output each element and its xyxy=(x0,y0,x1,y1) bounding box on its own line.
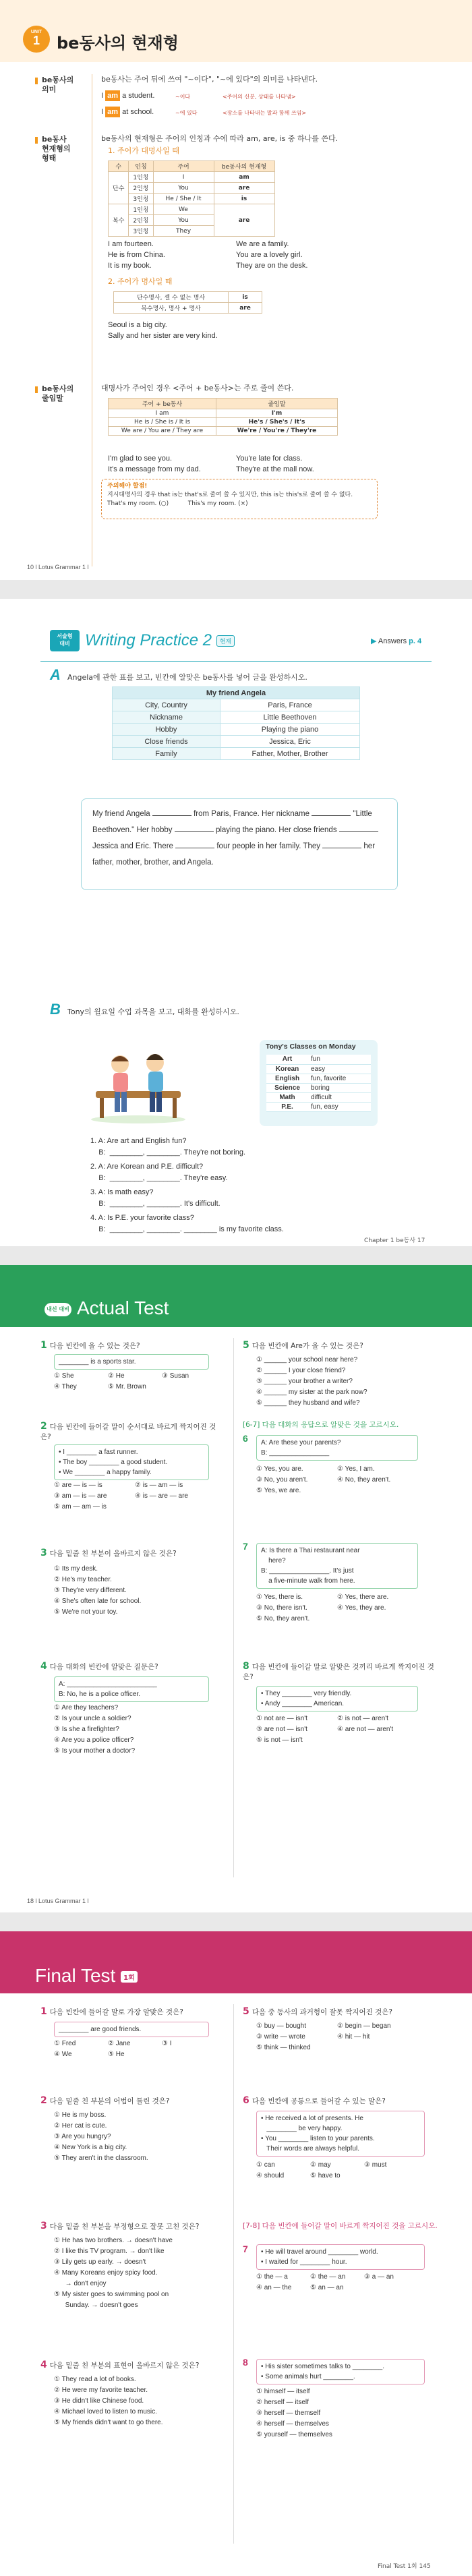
q6-opt-3[interactable]: ③ No, you aren't. xyxy=(256,1476,308,1484)
q4-opt-5[interactable]: ⑤ Is your mother a doctor? xyxy=(54,1747,136,1755)
q7-opt-2[interactable]: ② Yes, there are. xyxy=(337,1593,389,1601)
final-q3-opt-5-cont: Sunday. → doesn't goes xyxy=(54,2302,138,2309)
pronoun-be-table: 수 인칭 주어 be동사의 현재형 단수 1인칭 I am 2인칭 You are 3인칭 He / She / It is 복수 1인칭 We are 2인칭 You 3인칭 They xyxy=(108,160,275,237)
final-question-5: 5 다음 중 동사의 과거형이 잘못 짝지어진 것은? xyxy=(243,2006,392,2017)
final-q6-opt-2[interactable]: ② may xyxy=(310,2161,331,2169)
q5-opt-2[interactable]: ② ______ I your close friend? xyxy=(256,1367,346,1374)
actual-test-tag: 내신 대비 xyxy=(45,1303,71,1316)
page-gap xyxy=(0,1246,472,1265)
final-question-1: 1 다음 빈칸에 들어갈 말로 가장 알맞은 것은? xyxy=(40,2006,183,2017)
final-q3-opt-5[interactable]: ⑤ My sister goes to swimming pool on xyxy=(54,2291,169,2298)
final-q5-opt-2[interactable]: ② begin — began xyxy=(337,2022,391,2030)
final-q5-opt-4[interactable]: ④ hit — hit xyxy=(337,2033,370,2041)
final-q4-opt-2[interactable]: ② He were my favorite teacher. xyxy=(54,2387,148,2394)
q1-opt-1[interactable]: ① She xyxy=(54,1372,74,1380)
unit-number: 1 xyxy=(32,34,40,47)
q2-opt-2[interactable]: ② is — am — is xyxy=(135,1482,183,1489)
question-6: 6 xyxy=(243,1433,248,1444)
s1-example-1-meaning: ~이다 xyxy=(175,94,191,100)
column-divider xyxy=(233,1338,234,1877)
dialogue-4: 4. A: Is P.E. your favorite class? B: ________, ________. ________ is my favorite class. xyxy=(90,1214,284,1233)
tony-classes-table: Art fun Korean easy English fun, favorite Science boring Math difficult P.E. fun, easy xyxy=(266,1055,371,1112)
blank-input[interactable] xyxy=(322,840,361,848)
q1-box: ________ is a sports star. xyxy=(54,1354,209,1370)
q8-opt-4[interactable]: ④ are not — aren't xyxy=(337,1726,394,1733)
page-footer-10: 10 l Lotus Grammar 1 l xyxy=(27,564,89,570)
s1-example-1-note: <주어의 신분, 상태를 나타냄> xyxy=(223,94,296,100)
final-q7-opt-5[interactable]: ⑤ an — an xyxy=(310,2284,344,2291)
q4-opt-3[interactable]: ③ Is she a firefighter? xyxy=(54,1726,119,1733)
final-q6-opt-4[interactable]: ④ should xyxy=(256,2172,285,2179)
q5-opt-3[interactable]: ③ ______ your brother a writer? xyxy=(256,1378,353,1385)
page-actual-test xyxy=(0,1265,472,1912)
q1-opt-5[interactable]: ⑤ Mr. Brown xyxy=(108,1383,146,1391)
s2-sub1: 1. 주어가 대명사일 때 xyxy=(108,146,179,155)
final-q8-opt-3[interactable]: ③ herself — themself xyxy=(256,2409,321,2417)
page-footer-18: 18 l Lotus Grammar 1 l xyxy=(27,1898,89,1904)
final-q7-opt-4[interactable]: ④ an — the xyxy=(256,2284,292,2291)
caution-note: 주의해야 할점! 지시대명사의 경우 that is는 that's로 줄여 쓸 수 있지만, this is는 this's로 줄여 쓸 수 없다. That's my room. (○) This's my room. (×) xyxy=(101,479,378,519)
s2-desc: be동사의 현재형은 주어의 인칭과 수에 따라 am, are, is 중 하나를 쓴다. xyxy=(101,134,338,143)
noun-be-table: 단수명사, 셀 수 없는 명사 is 복수명사, 명사 + 명사 are xyxy=(113,291,262,314)
q4-box: A: ________________________ B: No, he is a police officer. xyxy=(54,1676,209,1702)
dialogue-3: 3. A: Is math easy? B: ________, ________. It's difficult. xyxy=(90,1188,220,1208)
unit-title: be동사의 현재형 xyxy=(57,34,179,53)
question-6-7-instructions: [6-7] 다음 대화의 응답으로 알맞은 것을 고르시오. xyxy=(243,1421,399,1429)
s1-example-2-note: <장소를 나타내는 말과 함께 쓰임> xyxy=(223,110,307,116)
kids-bench-illustration xyxy=(88,1044,189,1125)
final-test-title: Final Test 1회 xyxy=(35,1965,138,1987)
question-8: 8 다음 빈칸에 들어갈 말로 알맞은 것끼리 바르게 짝지어진 것은? xyxy=(243,1661,434,1681)
angela-table: My friend Angela City, Country Paris, France Nickname Little Beethoven Hobby Playing the piano Close friends Jessica, Eric Family Father, Mother, Brother xyxy=(112,686,360,760)
s1-desc: be동사는 주어 뒤에 쓰여 "~이다", "~에 있다"의 의미를 나타낸다. xyxy=(101,75,318,84)
blank-input[interactable] xyxy=(175,840,214,848)
q7-opt-4[interactable]: ④ Yes, they are. xyxy=(337,1604,386,1612)
blank-input[interactable] xyxy=(312,808,351,816)
q8-opt-5[interactable]: ⑤ is not — isn't xyxy=(256,1736,303,1744)
dialogue-2: 2. A: Are Korean and P.E. difficult? B: ________, ________. They're easy. xyxy=(90,1163,228,1182)
q6-opt-4[interactable]: ④ No, they aren't. xyxy=(337,1476,391,1484)
final-q8-box: • His sister sometimes talks to ________. • Some animals hurt ________. xyxy=(256,2359,425,2384)
q6-opt-5[interactable]: ⑤ Yes, we are. xyxy=(256,1487,301,1494)
final-q3-opt-3[interactable]: ③ Lily gets up early. → doesn't xyxy=(54,2258,146,2266)
final-q7-opt-1[interactable]: ① the — a xyxy=(256,2273,288,2281)
q3-opt-5[interactable]: ⑤ We're not your toy. xyxy=(54,1608,118,1616)
question-5: 5 다음 빈칸에 Are가 올 수 있는 것은? xyxy=(243,1340,363,1351)
s2-examples-right: We are a family. You are a lovely girl. They are on the desk. xyxy=(236,240,308,270)
blank-input[interactable] xyxy=(339,824,378,832)
s3-examples-left: I'm glad to see you. It's a message from my dad. xyxy=(108,455,201,473)
q6-box: A: Are these your parents? B: ________________ xyxy=(256,1435,418,1461)
actual-test-header xyxy=(0,1265,472,1327)
q3-opt-1[interactable]: ① Its my desk. xyxy=(54,1565,98,1573)
final-q1-box: ________ are good friends. xyxy=(54,2022,209,2037)
q7-opt-5[interactable]: ⑤ No, they aren't. xyxy=(256,1615,310,1622)
final-q2-opt-5[interactable]: ⑤ They aren't in the classroom. xyxy=(54,2155,148,2162)
final-question-2: 2 다음 밑줄 친 부분의 어법이 틀린 것은? xyxy=(40,2095,170,2106)
s3-examples-right: You're late for class. They're at the mall now. xyxy=(236,455,314,473)
section-label-contraction: be동사의 줄임말 xyxy=(42,384,74,403)
final-q2-opt-1[interactable]: ① He is my boss. xyxy=(54,2111,107,2119)
s1-example-1: I am a student. xyxy=(101,92,155,100)
q2-box: • I ________ a fast runner. • The boy ________ a good student. • We ________ a happy family. xyxy=(54,1444,209,1480)
q6-opt-1[interactable]: ① Yes, you are. xyxy=(256,1465,303,1473)
q8-box: • They ________ very friendly. • Andy ________ American. xyxy=(256,1686,418,1711)
question-4: 4 다음 대화의 빈칸에 알맞은 질문은? xyxy=(40,1661,158,1672)
final-q6-opt-5[interactable]: ⑤ have to xyxy=(310,2172,341,2179)
final-q1-opt-1[interactable]: ① Fred xyxy=(54,2040,76,2047)
tony-classes-title: Tony's Classes on Monday xyxy=(266,1043,356,1051)
q5-opt-4[interactable]: ④ ______ my sister at the park now? xyxy=(256,1388,367,1396)
final-q3-opt-1[interactable]: ① He has two brothers. → doesn't have xyxy=(54,2237,173,2244)
final-q8-opt-5[interactable]: ⑤ yourself — themselves xyxy=(256,2431,332,2438)
contraction-table: 주어 + be동사 줄임말 I am I'm He is / She is / It is He's / She's / It's We are / You are / They are We're / You're / They're xyxy=(108,398,338,436)
actual-test-title: Actual Test xyxy=(77,1297,169,1318)
section-b-letter: B xyxy=(50,1001,61,1018)
final-q7-opt-2[interactable]: ② the — an xyxy=(310,2273,346,2281)
final-q2-opt-4[interactable]: ④ New York is a big city. xyxy=(54,2144,127,2151)
section-a-letter: A xyxy=(50,666,61,683)
final-q5-opt-1[interactable]: ① buy — bought xyxy=(256,2022,307,2030)
final-question-6: 6 다음 빈칸에 공통으로 들어갈 수 있는 말은? xyxy=(243,2095,386,2106)
final-question-3: 3 다음 밑줄 친 부분을 부정형으로 잘못 고친 것은? xyxy=(40,2221,200,2231)
final-q1-opt-4[interactable]: ④ We xyxy=(54,2051,72,2058)
q1-opt-2[interactable]: ② He xyxy=(108,1372,125,1380)
final-q2-opt-2[interactable]: ② Her cat is cute. xyxy=(54,2122,107,2130)
q2-opt-1[interactable]: ① are — is — is xyxy=(54,1482,102,1489)
final-q6-box: • He received a lot of presents. He ________ be very happy. • You ________ listen to your parents. Their words are always helpful. xyxy=(256,2111,425,2157)
page-writing-practice-2 xyxy=(0,599,472,1246)
final-q3-opt-4-cont: → don't enjoy xyxy=(54,2280,107,2287)
question-1: 1 다음 빈칸에 올 수 있는 것은? xyxy=(40,1340,140,1351)
q3-opt-2[interactable]: ② He's my teacher. xyxy=(54,1576,112,1583)
final-q2-opt-3[interactable]: ③ Are you hungry? xyxy=(54,2133,111,2140)
s2-examples-left: I am fourteen. He is from China. It is my book. xyxy=(108,240,165,270)
writing-title: Writing Practice 2 현재 xyxy=(85,631,235,650)
q4-opt-2[interactable]: ② Is your uncle a soldier? xyxy=(54,1715,131,1722)
page-footer-145: Final Test 1회 145 xyxy=(378,2563,431,2570)
q3-opt-3[interactable]: ③ They're very different. xyxy=(54,1587,127,1594)
column-divider xyxy=(233,2004,234,2544)
q8-opt-3[interactable]: ③ are not — isn't xyxy=(256,1726,307,1733)
s2-sub2: 2. 주어가 명사일 때 xyxy=(108,277,173,286)
s2-examples-noun: Seoul is a big city. Sally and her sister are very kind. xyxy=(108,321,218,340)
final-q6-opt-3[interactable]: ③ must xyxy=(364,2161,387,2169)
q4-opt-1[interactable]: ① Are they teachers? xyxy=(54,1704,119,1711)
final-question-7: 7 xyxy=(243,2244,248,2254)
q5-opt-1[interactable]: ① ______ your school near here? xyxy=(256,1356,358,1364)
final-q5-opt-3[interactable]: ③ write — wrote xyxy=(256,2033,305,2041)
page-gap xyxy=(0,580,472,599)
section-label-form: be동사 현재형의 형태 xyxy=(42,135,71,163)
q7-opt-3[interactable]: ③ No, there isn't. xyxy=(256,1604,307,1612)
q2-opt-4[interactable]: ④ is — are — are xyxy=(135,1492,188,1500)
q6-opt-2[interactable]: ② Yes, I am. xyxy=(337,1465,375,1473)
final-q4-opt-3[interactable]: ③ He didn't like Chinese food. xyxy=(54,2397,144,2405)
s3-desc: 대명사가 주어인 경우 <주어 + be동사>는 주로 줄여 쓴다. xyxy=(101,384,294,392)
blank-input[interactable] xyxy=(175,824,214,832)
question-3: 3 다음 밑줄 친 부분이 올바르지 않은 것은? xyxy=(40,1548,177,1558)
final-q7-box: • He will travel around ________ world. • I waited for ________ hour. xyxy=(256,2244,425,2270)
final-q3-opt-2[interactable]: ② I like this TV program. → don't like xyxy=(54,2248,165,2255)
q4-opt-4[interactable]: ④ Are you a police officer? xyxy=(54,1736,134,1744)
section-a-question: Angela에 관한 표를 보고, 빈칸에 알맞은 be동사를 넣어 글을 완성하시오. xyxy=(67,673,307,682)
page-final-test xyxy=(0,1931,472,2576)
final-q8-opt-2[interactable]: ② herself — itself xyxy=(256,2399,309,2406)
unit-badge xyxy=(23,26,50,53)
q2-opt-5[interactable]: ⑤ am — am — is xyxy=(54,1503,107,1511)
final-q4-opt-1[interactable]: ① They read a lot of books. xyxy=(54,2376,136,2383)
q5-opt-5[interactable]: ⑤ ______ they husband and wife? xyxy=(256,1399,360,1407)
final-question-8: 8 xyxy=(243,2357,248,2368)
dialogue-1: 1. A: Are art and English fun? B: ________, ________. They're not boring. xyxy=(90,1137,246,1157)
final-q7-opt-3[interactable]: ③ a — an xyxy=(364,2273,394,2281)
q1-opt-3[interactable]: ③ Susan xyxy=(162,1372,189,1380)
page-footer-17: Chapter 1 be동사 17 xyxy=(364,1237,425,1244)
final-q4-opt-5[interactable]: ⑤ My friends didn't want to go there. xyxy=(54,2419,163,2426)
final-q8-opt-4[interactable]: ④ herself — themselves xyxy=(256,2420,329,2428)
q7-box: A: Is there a Thai restaurant near here? B: ________________. It's just a five-minute walk from here. xyxy=(256,1543,418,1589)
q2-opt-3[interactable]: ③ am — is — are xyxy=(54,1492,107,1500)
final-q6-opt-1[interactable]: ① can xyxy=(256,2161,275,2169)
page-gap xyxy=(0,1912,472,1931)
final-q8-opt-1[interactable]: ① himself — itself xyxy=(256,2388,310,2395)
unit-word: UNIT xyxy=(30,30,42,34)
s1-example-2-meaning: ~에 있다 xyxy=(175,110,198,116)
answers-ref[interactable]: ▶ Answers p. 4 xyxy=(371,637,422,645)
final-q1-opt-2[interactable]: ② Jane xyxy=(108,2040,131,2047)
q1-opt-4[interactable]: ④ They xyxy=(54,1383,77,1391)
q8-opt-2[interactable]: ② is not — aren't xyxy=(337,1715,388,1722)
blank-input[interactable] xyxy=(152,808,191,816)
q8-opt-1[interactable]: ① not are — isn't xyxy=(256,1715,307,1722)
page-unit-1 xyxy=(0,0,472,580)
final-question-7-8-instructions: [7-8] 다음 빈칸에 들어갈 말이 바르게 짝지어진 것을 고르시오. xyxy=(243,2222,438,2230)
question-2: 2 다음 빈칸에 들어갈 말이 순서대로 바르게 짝지어진 것은? xyxy=(40,1421,216,1441)
section-b-question: Tony의 월요일 수업 과목을 보고, 대화를 완성하시오. xyxy=(67,1007,239,1016)
section-label-meaning: be동사의 의미 xyxy=(42,76,74,94)
title-rule xyxy=(40,661,432,662)
final-q5-opt-5[interactable]: ⑤ think — thinked xyxy=(256,2044,311,2051)
q3-opt-4[interactable]: ④ She's often late for school. xyxy=(54,1598,142,1605)
final-question-4: 4 다음 밑줄 친 부분의 표현이 올바르지 않은 것은? xyxy=(40,2360,200,2370)
question-7: 7 xyxy=(243,1541,248,1552)
writing-tag: 서술형 대비 xyxy=(50,630,80,651)
final-q4-opt-4[interactable]: ④ Michael loved to listen to music. xyxy=(54,2408,157,2416)
final-q1-opt-3[interactable]: ③ I xyxy=(162,2040,172,2047)
q7-opt-1[interactable]: ① Yes, there is. xyxy=(256,1593,303,1601)
final-q1-opt-5[interactable]: ⑤ He xyxy=(108,2051,125,2058)
final-q3-opt-4[interactable]: ④ Many Koreans enjoy spicy food. xyxy=(54,2269,158,2277)
angela-paragraph: My friend Angela from Paris, France. Her nickname "Little Beethoven." Her hobby playing the piano. Her close friends Jessica and Eric. There four people in her family. They her father, mother, brother, and Angela. xyxy=(81,798,398,890)
s1-example-2: I am at school. xyxy=(101,108,154,116)
